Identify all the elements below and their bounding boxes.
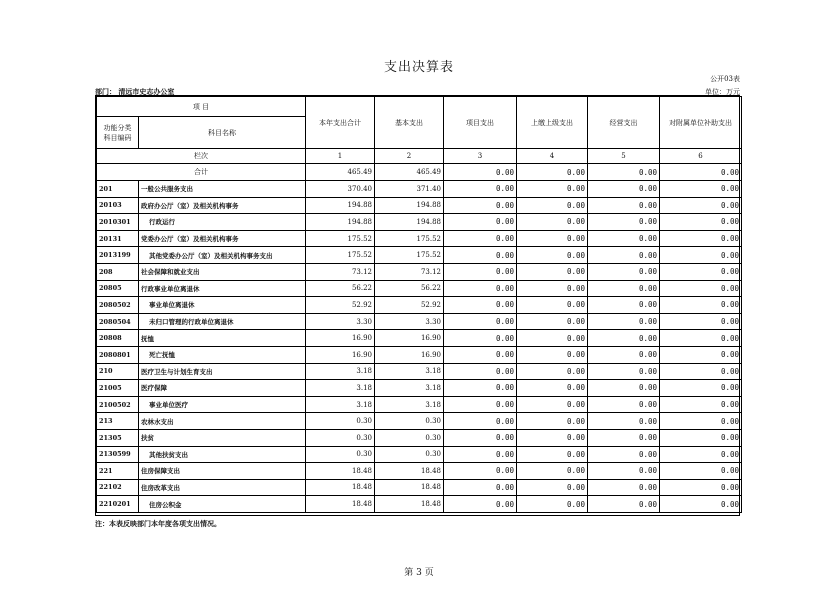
amount-cell: 0.00	[588, 230, 660, 247]
amount-cell: 175.52	[306, 230, 375, 247]
amount-cell: 0.00	[517, 181, 588, 198]
header-col-total: 本年支出合计	[306, 97, 375, 149]
amount-cell: 16.90	[306, 346, 375, 363]
amount-cell: 0.00	[444, 380, 517, 397]
amount-cell: 0.00	[660, 363, 742, 380]
amount-cell: 73.12	[306, 263, 375, 280]
subject-code-cell: 210	[97, 363, 139, 380]
amount-cell: 0.00	[444, 429, 517, 446]
table-row	[97, 280, 742, 297]
subject-code-cell: 2013199	[97, 247, 139, 264]
amount-cell: 0.00	[517, 313, 588, 330]
amount-cell: 16.90	[375, 346, 444, 363]
amount-cell: 16.90	[375, 330, 444, 347]
amount-cell: 52.92	[375, 297, 444, 314]
amount-cell: 194.88	[306, 214, 375, 231]
table-row	[97, 263, 742, 280]
amount-cell: 52.92	[306, 297, 375, 314]
subject-code-cell: 20131	[97, 230, 139, 247]
subject-code-cell: 2080502	[97, 297, 139, 314]
total-value: 0.00	[660, 164, 742, 181]
unit-label: 单位：万元	[705, 88, 740, 96]
amount-cell: 0.00	[517, 297, 588, 314]
amount-cell: 0.00	[588, 330, 660, 347]
amount-cell: 0.00	[660, 346, 742, 363]
amount-cell: 0.00	[517, 346, 588, 363]
subject-code-cell: 21005	[97, 380, 139, 397]
amount-cell: 0.00	[444, 346, 517, 363]
col-index: 5	[588, 149, 660, 164]
subject-name-cell: 行政事业单位离退休	[139, 280, 306, 297]
subject-name-cell: 扶贫	[139, 429, 306, 446]
amount-cell: 3.18	[306, 396, 375, 413]
amount-cell: 0.00	[444, 247, 517, 264]
table-row	[97, 181, 742, 198]
table-row	[97, 197, 742, 214]
total-value: 465.49	[375, 164, 444, 181]
amount-cell: 0.00	[444, 197, 517, 214]
amount-cell: 0.00	[660, 429, 742, 446]
amount-cell: 371.40	[375, 181, 444, 198]
amount-cell: 0.00	[660, 496, 742, 513]
col-index: 3	[444, 149, 517, 164]
amount-cell: 0.00	[588, 429, 660, 446]
subject-code-cell: 208	[97, 263, 139, 280]
table-body	[97, 181, 742, 513]
amount-cell: 0.00	[588, 263, 660, 280]
subject-name-cell: 政府办公厅（室）及相关机构事务	[139, 197, 306, 214]
amount-cell: 0.30	[375, 446, 444, 463]
amount-cell: 0.00	[588, 446, 660, 463]
amount-cell: 18.48	[375, 463, 444, 480]
amount-cell: 3.18	[306, 380, 375, 397]
amount-cell: 0.30	[306, 446, 375, 463]
col-index: 4	[517, 149, 588, 164]
amount-cell: 0.00	[660, 313, 742, 330]
total-label: 合计	[97, 164, 306, 181]
table-row	[97, 380, 742, 397]
col-index: 2	[375, 149, 444, 164]
expenditure-table-frame	[95, 95, 740, 516]
amount-cell: 0.00	[444, 181, 517, 198]
amount-cell: 0.00	[444, 463, 517, 480]
amount-cell: 175.52	[306, 247, 375, 264]
amount-cell: 0.00	[588, 247, 660, 264]
amount-cell: 0.00	[660, 446, 742, 463]
amount-cell: 0.00	[444, 446, 517, 463]
amount-cell: 0.00	[660, 330, 742, 347]
amount-cell: 0.00	[517, 263, 588, 280]
amount-cell: 0.00	[660, 181, 742, 198]
amount-cell: 56.22	[306, 280, 375, 297]
table-row	[97, 463, 742, 480]
amount-cell: 0.00	[660, 263, 742, 280]
amount-cell: 18.48	[375, 479, 444, 496]
subject-code-cell: 22102	[97, 479, 139, 496]
subject-code-cell: 2080504	[97, 313, 139, 330]
amount-cell: 0.00	[660, 197, 742, 214]
table-row	[97, 297, 742, 314]
subject-name-cell: 其他扶贫支出	[139, 446, 306, 463]
amount-cell: 0.00	[588, 496, 660, 513]
table-row	[97, 214, 742, 231]
amount-cell: 0.00	[517, 413, 588, 430]
subject-name-cell: 死亡抚恤	[139, 346, 306, 363]
amount-cell: 0.00	[588, 297, 660, 314]
subject-code-cell: 2080801	[97, 346, 139, 363]
amount-cell: 0.00	[660, 463, 742, 480]
table-row	[97, 330, 742, 347]
subject-code-cell: 221	[97, 463, 139, 480]
amount-cell: 18.48	[306, 463, 375, 480]
amount-cell: 0.30	[375, 413, 444, 430]
header-col-basic: 基本支出	[375, 97, 444, 149]
table-row	[97, 479, 742, 496]
amount-cell: 0.00	[588, 313, 660, 330]
header-project: 项 目	[97, 97, 306, 117]
amount-cell: 0.00	[444, 297, 517, 314]
amount-cell: 3.18	[306, 363, 375, 380]
subject-name-cell: 住房公积金	[139, 496, 306, 513]
amount-cell: 3.30	[306, 313, 375, 330]
amount-cell: 0.00	[517, 496, 588, 513]
amount-cell: 0.00	[588, 346, 660, 363]
amount-cell: 0.00	[660, 230, 742, 247]
table-row	[97, 429, 742, 446]
amount-cell: 0.00	[444, 363, 517, 380]
header-col-project: 项目支出	[444, 97, 517, 149]
amount-cell: 0.30	[306, 413, 375, 430]
subject-code-cell: 201	[97, 181, 139, 198]
subject-code-cell: 20805	[97, 280, 139, 297]
amount-cell: 0.00	[517, 380, 588, 397]
table-row	[97, 413, 742, 430]
amount-cell: 16.90	[306, 330, 375, 347]
subject-code-cell: 2130599	[97, 446, 139, 463]
table-row	[97, 247, 742, 264]
subject-name-cell: 抚恤	[139, 330, 306, 347]
amount-cell: 3.30	[375, 313, 444, 330]
amount-cell: 0.00	[444, 479, 517, 496]
amount-cell: 0.00	[444, 413, 517, 430]
table-row	[97, 496, 742, 513]
amount-cell: 0.00	[517, 396, 588, 413]
subject-name-cell: 事业单位离退休	[139, 297, 306, 314]
amount-cell: 0.00	[517, 197, 588, 214]
subject-name-cell: 未归口管理的行政单位离退休	[139, 313, 306, 330]
total-value: 0.00	[517, 164, 588, 181]
table-row	[97, 346, 742, 363]
expenditure-table	[96, 96, 742, 513]
subject-name-cell: 行政运行	[139, 214, 306, 231]
total-value: 0.00	[588, 164, 660, 181]
amount-cell: 0.00	[517, 230, 588, 247]
page-number: 第 3 页	[404, 568, 434, 578]
subject-name-cell: 农林水支出	[139, 413, 306, 430]
subject-code-cell: 2210201	[97, 496, 139, 513]
amount-cell: 370.40	[306, 181, 375, 198]
amount-cell: 56.22	[375, 280, 444, 297]
amount-cell: 0.00	[660, 247, 742, 264]
header-col-operating: 经营支出	[588, 97, 660, 149]
amount-cell: 73.12	[375, 263, 444, 280]
amount-cell: 18.48	[375, 496, 444, 513]
col-index: 6	[660, 149, 742, 164]
header-func-class: 功能分类	[103, 123, 132, 132]
subject-code-cell: 21305	[97, 429, 139, 446]
col-index: 1	[306, 149, 375, 164]
subject-code-cell: 2010301	[97, 214, 139, 231]
amount-cell: 0.00	[517, 479, 588, 496]
amount-cell: 0.00	[517, 330, 588, 347]
amount-cell: 0.00	[588, 396, 660, 413]
table-row	[97, 313, 742, 330]
amount-cell: 0.00	[517, 363, 588, 380]
total-value: 465.49	[306, 164, 375, 181]
amount-cell: 194.88	[375, 214, 444, 231]
amount-cell: 18.48	[306, 479, 375, 496]
amount-cell: 0.00	[444, 280, 517, 297]
subject-name-cell: 医疗保障	[139, 380, 306, 397]
amount-cell: 0.00	[588, 280, 660, 297]
amount-cell: 175.52	[375, 247, 444, 264]
amount-cell: 0.00	[660, 396, 742, 413]
subject-name-cell: 住房改革支出	[139, 479, 306, 496]
subject-name-cell: 住房保障支出	[139, 463, 306, 480]
amount-cell: 0.00	[444, 263, 517, 280]
amount-cell: 0.00	[517, 446, 588, 463]
amount-cell: 0.00	[517, 429, 588, 446]
amount-cell: 194.88	[375, 197, 444, 214]
amount-cell: 0.00	[444, 396, 517, 413]
amount-cell: 0.30	[375, 429, 444, 446]
subject-name-cell: 事业单位医疗	[139, 396, 306, 413]
amount-cell: 194.88	[306, 197, 375, 214]
header-subject-name: 科目名称	[139, 117, 306, 149]
amount-cell: 0.00	[660, 380, 742, 397]
amount-cell: 0.00	[660, 479, 742, 496]
footnote: 注：本表反映部门本年度各项支出情况。	[95, 519, 221, 528]
amount-cell: 175.52	[375, 230, 444, 247]
amount-cell: 0.00	[588, 363, 660, 380]
subject-code-cell: 213	[97, 413, 139, 430]
table-row	[97, 396, 742, 413]
subject-name-cell: 党委办公厅（室）及相关机构事务	[139, 230, 306, 247]
amount-cell: 0.00	[517, 214, 588, 231]
amount-cell: 0.00	[444, 313, 517, 330]
subject-name-cell: 医疗卫生与计划生育支出	[139, 363, 306, 380]
header-func-code	[97, 117, 139, 149]
form-code: 公开03表	[710, 75, 740, 83]
subject-name-cell: 社会保障和就业支出	[139, 263, 306, 280]
amount-cell: 0.00	[444, 230, 517, 247]
col-index-label: 栏次	[97, 149, 306, 164]
amount-cell: 0.00	[444, 214, 517, 231]
amount-cell: 0.00	[444, 330, 517, 347]
header-col-remit: 上缴上级支出	[517, 97, 588, 149]
amount-cell: 3.18	[375, 363, 444, 380]
amount-cell: 0.00	[588, 197, 660, 214]
amount-cell: 0.00	[588, 463, 660, 480]
amount-cell: 0.00	[660, 413, 742, 430]
amount-cell: 0.00	[588, 380, 660, 397]
amount-cell: 0.00	[517, 463, 588, 480]
amount-cell: 0.00	[588, 214, 660, 231]
amount-cell: 0.00	[588, 181, 660, 198]
amount-cell: 0.00	[517, 280, 588, 297]
total-value: 0.00	[444, 164, 517, 181]
amount-cell: 0.00	[588, 413, 660, 430]
amount-cell: 3.18	[375, 396, 444, 413]
header-subject-code: 科目编码	[103, 133, 132, 142]
header-col-subsidy: 对附属单位补助支出	[660, 97, 742, 149]
amount-cell: 0.30	[306, 429, 375, 446]
department-label: 部门： 清远市史志办公室	[95, 87, 175, 96]
subject-code-cell: 20808	[97, 330, 139, 347]
table-row	[97, 230, 742, 247]
amount-cell: 0.00	[660, 280, 742, 297]
amount-cell: 0.00	[444, 496, 517, 513]
page-title: 支出决算表	[383, 60, 454, 75]
subject-name-cell: 一般公共服务支出	[139, 181, 306, 198]
subject-name-cell: 其他党委办公厅（室）及相关机构事务支出	[139, 247, 306, 264]
subject-code-cell: 20103	[97, 197, 139, 214]
amount-cell: 0.00	[517, 247, 588, 264]
amount-cell: 0.00	[660, 297, 742, 314]
amount-cell: 0.00	[588, 479, 660, 496]
amount-cell: 0.00	[660, 214, 742, 231]
subject-code-cell: 2100502	[97, 396, 139, 413]
table-row	[97, 363, 742, 380]
amount-cell: 3.18	[375, 380, 444, 397]
amount-cell: 18.48	[306, 496, 375, 513]
table-row	[97, 446, 742, 463]
